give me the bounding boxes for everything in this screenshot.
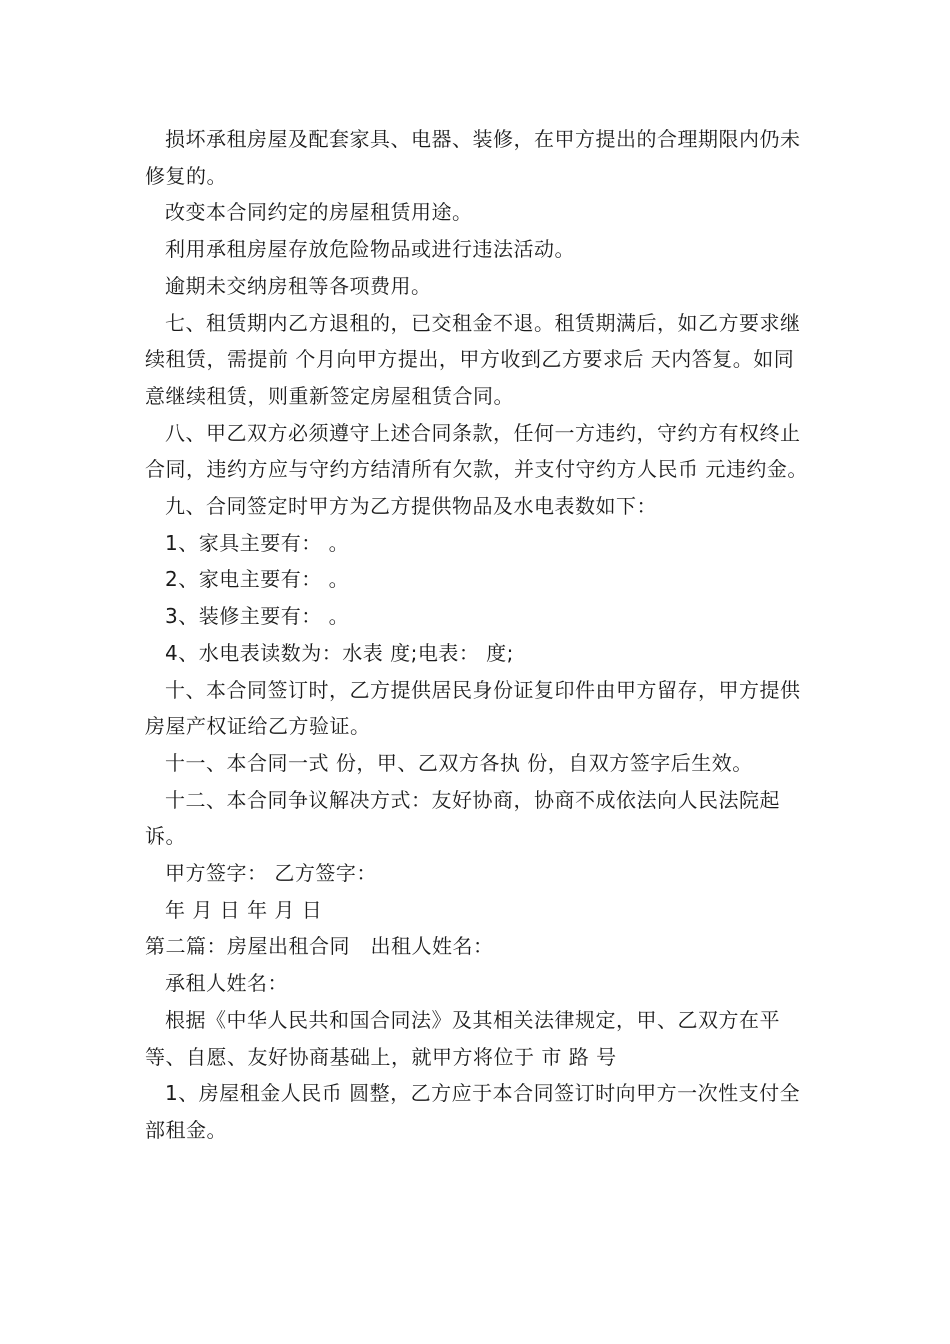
clause-12: 十二、本合同争议解决方式：友好协商，协商不成依法向人民法院起诉。 bbox=[145, 787, 780, 849]
paragraph-change-use: 改变本合同约定的房屋租赁用途。 bbox=[165, 200, 473, 225]
clause-8: 八、甲乙双方必须遵守上述合同条款，任何一方违约，守约方有权终止合同，违约方应与守约方结清所有欠款，并支付守约方人民币 元违约金。 bbox=[145, 420, 808, 482]
document-body bbox=[145, 121, 810, 1149]
paragraph-dangerous-goods: 利用承租房屋存放危险物品或进行违法活动。 bbox=[165, 237, 575, 262]
list-item-appliances: 2、家电主要有： 。 bbox=[165, 567, 350, 592]
paragraph-damage-unrepaired: 损坏承租房屋及配套家具、电器、装修，在甲方提出的合理期限内仍未修复的。 bbox=[145, 127, 801, 188]
contract-preamble: 根据《中华人民共和国合同法》及其相关法律规定，甲、乙双方在平等、自愿、友好协商基础上，就甲方将位于 市 路 号 bbox=[145, 1007, 780, 1069]
list-item-decoration: 3、装修主要有： 。 bbox=[165, 604, 350, 629]
tenant-name-line: 承租人姓名： bbox=[165, 971, 288, 996]
clause-10: 十、本合同签订时，乙方提供居民身份证复印件由甲方留存，甲方提供房屋产权证给乙方验证。 bbox=[145, 677, 801, 739]
clause-7: 七、租赁期内乙方退租的，已交租金不退。租赁期满后，如乙方要求继续租赁，需提前 个月向甲方提出，甲方收到乙方要求后 天内答复。如同意继续租赁，则重新签定房屋租赁合同。 bbox=[145, 310, 801, 408]
paragraph-overdue-rent: 逾期未交纳房租等各项费用。 bbox=[165, 273, 432, 298]
clause-9: 九、合同签定时甲方为乙方提供物品及水电表数如下： bbox=[165, 494, 657, 519]
clause-rent-payment: 1、房屋租金人民币 圆整，乙方应于本合同签订时向甲方一次性支付全部租金。 bbox=[145, 1081, 801, 1142]
date-line: 年 月 日 年 月 日 bbox=[165, 897, 323, 922]
section-heading: 第二篇：房屋出租合同 出租人姓名： bbox=[145, 934, 494, 959]
clause-11: 十一、本合同一式 份，甲、乙双方各执 份，自双方签字后生效。 bbox=[165, 750, 753, 775]
list-item-furniture: 1、家具主要有： 。 bbox=[165, 530, 350, 555]
list-item-meter-readings: 4、水电表读数为：水表 度;电表： 度; bbox=[165, 640, 514, 665]
signature-line: 甲方签字： 乙方签字： bbox=[165, 861, 377, 886]
